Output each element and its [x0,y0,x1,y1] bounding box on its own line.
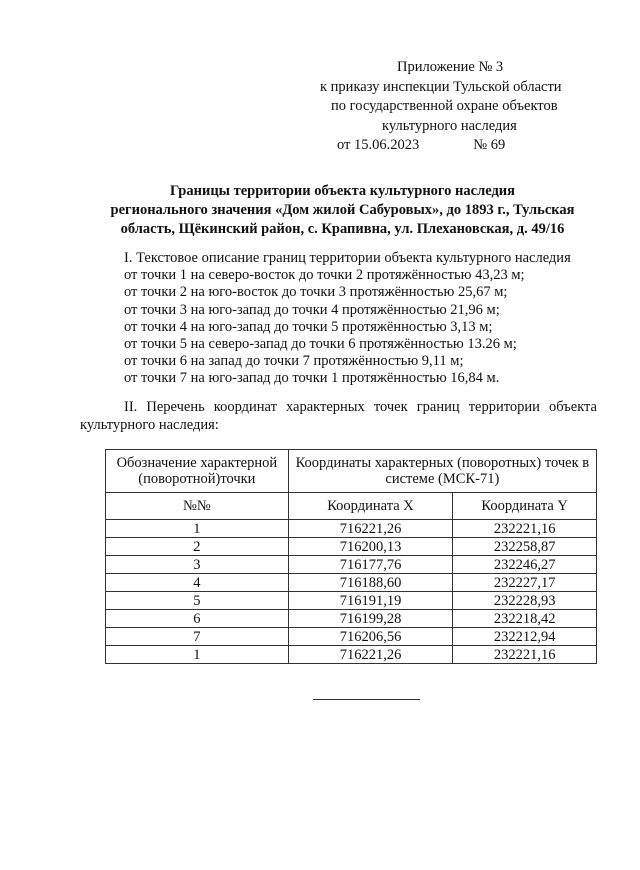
y-cell: 232227,17 [453,574,597,592]
point-cell: 2 [106,538,289,556]
section1-heading: I. Текстовое описание границ территории объекта культурного наследия [124,250,571,266]
point-cell: 6 [106,610,289,628]
y-cell: 232258,87 [453,538,597,556]
appendix-number: Приложение № 3 [397,59,504,75]
appendix-header [300,58,600,156]
title-line-1: Границы территории объекта культурного наследия [169,183,515,199]
x-cell: 716177,76 [288,556,453,574]
boundary-segment: от точки 1 на северо-восток до точки 2 протяжённостью 43,23 м; [124,267,525,284]
x-cell: 716221,26 [288,646,453,664]
order-date: от 15.06.2023 [337,137,420,153]
point-cell: 3 [106,556,289,574]
table-row [106,610,597,628]
boundary-segment: от точки 6 на запад до точки 7 протяжённостью 9,11 м; [124,353,464,370]
point-cell: 7 [106,628,289,646]
boundary-description [124,250,614,388]
boundary-segment: от точки 4 на юго-запад до точки 5 протяжённостью 3,13 м; [124,318,493,335]
y-cell: 232218,42 [453,610,597,628]
y-cell: 232228,93 [453,592,597,610]
title-line-2: регионального значения «Дом жилой Сабуровых», до 1893 г., Тульская [110,202,575,218]
x-cell: 716221,26 [288,520,453,538]
x-cell: 716191,19 [288,592,453,610]
document-title [80,182,605,239]
table-row [106,628,597,646]
boundary-segment: от точки 7 на юго-запад до точки 1 протяжённостью 16,84 м. [124,370,500,387]
table-row [106,556,597,574]
order-number: № 69 [473,137,506,153]
y-cell: 232221,16 [453,520,597,538]
point-designation-header: Обозначение характерной (поворотной)точки [106,450,289,493]
point-cell: 1 [106,646,289,664]
appendix-authority-cont: культурного наследия [382,117,517,134]
coordinate-x-subheader: Координата X [288,493,453,520]
point-cell: 1 [106,520,289,538]
boundary-segment: от точки 5 на северо-запад до точки 6 протяжённостью 13.26 м; [124,336,517,353]
closing-rule [313,699,420,700]
x-cell: 716206,56 [288,628,453,646]
table-row [106,538,597,556]
table-row [106,646,597,664]
appendix-date-line [300,136,600,156]
table-row [106,520,597,538]
x-cell: 716199,28 [288,610,453,628]
point-number-subheader: №№ [106,493,289,520]
section2-heading: II. Перечень координат характерных точек границ территории объекта культурного наследия: [80,399,597,433]
point-cell: 4 [106,574,289,592]
table-row [106,592,597,610]
point-cell: 5 [106,592,289,610]
coordinate-y-subheader: Координата Y [453,493,597,520]
coordinates-table [105,449,597,664]
y-cell: 232212,94 [453,628,597,646]
boundary-segment: от точки 2 на юго-восток до точки 3 протяжённостью 25,67 м; [124,284,508,301]
appendix-authority: по государственной охране объектов [331,98,558,114]
y-cell: 232221,16 [453,646,597,664]
y-cell: 232246,27 [453,556,597,574]
title-line-3: область, Щёкинский район, с. Крапивна, ул. Плехановская, д. 49/16 [120,221,565,237]
x-cell: 716188,60 [288,574,453,592]
x-cell: 716200,13 [288,538,453,556]
boundary-segment: от точки 3 на юго-запад до точки 4 протяжённостью 21,96 м; [124,301,500,318]
coordinates-header: Координаты характерных (поворотных) точек в системе (МСК-71) [288,450,596,493]
table-row [106,574,597,592]
appendix-order-ref: к приказу инспекции Тульской области [320,78,562,95]
